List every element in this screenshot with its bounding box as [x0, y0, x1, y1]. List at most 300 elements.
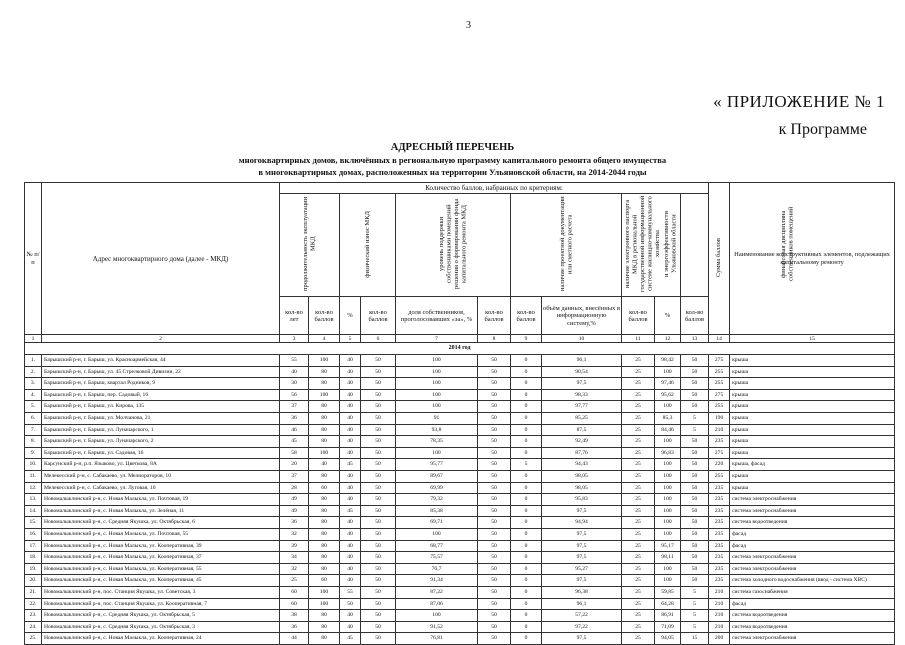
- cell-sum-points: 255: [709, 401, 730, 413]
- cell-ownership-points: 50: [478, 575, 511, 587]
- cell-docs-points: 0: [511, 505, 542, 517]
- cell-row-number: 18.: [25, 552, 42, 564]
- cell-info-percent: 57,22: [542, 610, 622, 622]
- cell-age-points: 80: [309, 517, 340, 529]
- column-number: 10: [542, 335, 622, 343]
- cell-info-points: 25: [622, 459, 655, 471]
- cell-ownership-points: 50: [478, 378, 511, 390]
- cell-wear-points: 50: [361, 436, 396, 448]
- cell-finance-points: 50: [681, 378, 709, 390]
- cell-info-points: 25: [622, 598, 655, 610]
- cell-docs-points: 0: [511, 586, 542, 598]
- cell-ownership-percent: 79,32: [396, 494, 478, 506]
- header-age-label: продолжительность эксплуатации МКД: [302, 196, 317, 292]
- cell-ownership-percent: 89,67: [396, 471, 478, 483]
- cell-finance-points: 50: [681, 517, 709, 529]
- cell-ownership-points: 50: [478, 552, 511, 564]
- cell-work-type: крыша: [730, 355, 895, 367]
- cell-wear-percent: 40: [340, 563, 361, 575]
- cell-wear-percent: 45: [340, 459, 361, 471]
- cell-finance-points: 50: [681, 471, 709, 483]
- cell-finance-points: 50: [681, 389, 709, 401]
- cell-ownership-points: 50: [478, 517, 511, 529]
- table-row: [25, 610, 895, 622]
- cell-age-points: 80: [309, 413, 340, 425]
- column-number: 2: [42, 335, 280, 343]
- cell-finance-percent: 95,17: [655, 540, 681, 552]
- cell-wear-points: 50: [361, 610, 396, 622]
- document-title: АДРЕСНЫЙ ПЕРЕЧЕНЬ: [390, 142, 515, 153]
- cell-info-points: 25: [622, 552, 655, 564]
- cell-info-points: 25: [622, 401, 655, 413]
- cell-address: Новомалыклинский р-н, пос. Станция Якушка, ул. Кооперативная, 7: [42, 598, 280, 610]
- cell-ownership-percent: 91: [396, 413, 478, 425]
- cell-docs-points: 0: [511, 540, 542, 552]
- cell-work-type: крыша: [730, 482, 895, 494]
- cell-info-points: 25: [622, 378, 655, 390]
- cell-ownership-percent: 87,06: [396, 598, 478, 610]
- cell-wear-percent: 40: [340, 389, 361, 401]
- cell-age-points: 80: [309, 563, 340, 575]
- table-row: [25, 413, 895, 425]
- cell-address: Новомалыклинский р-н, с. Новая Малыкла, ул. Почтовая, 55: [42, 528, 280, 540]
- cell-work-type: фасад: [730, 598, 895, 610]
- cell-finance-points: 5: [681, 413, 709, 425]
- cell-info-points: 25: [622, 633, 655, 645]
- cell-info-percent: 97,22: [542, 621, 622, 633]
- cell-work-type: система электроснабжения: [730, 505, 895, 517]
- cell-age-points: 80: [309, 552, 340, 564]
- cell-address: Новомалыклинский р-н, с. Новая Малыкла, ул. Кооперативная, 45: [42, 575, 280, 587]
- column-number: 1: [25, 335, 42, 343]
- cell-years: 32: [280, 563, 309, 575]
- header-age: [280, 194, 340, 297]
- cell-ownership-points: 50: [478, 482, 511, 494]
- cell-finance-points: 50: [681, 552, 709, 564]
- cell-wear-percent: 55: [340, 586, 361, 598]
- cell-address: Новомалыклинский р-н, с. Средняя Якушка, ул. Октябрьская, 3: [42, 621, 280, 633]
- cell-docs-points: 0: [511, 610, 542, 622]
- cell-finance-points: 50: [681, 447, 709, 459]
- table-row: [25, 505, 895, 517]
- table-row: [25, 378, 895, 390]
- header-wear: [340, 194, 396, 297]
- sub-pct: %: [340, 297, 361, 335]
- cell-work-type: фасад: [730, 540, 895, 552]
- cell-address: Карсунский р-н, р.п. Языково, ул. Цветкова, 8А: [42, 459, 280, 471]
- cell-years: 46: [280, 424, 309, 436]
- table-row: [25, 436, 895, 448]
- cell-finance-percent: 100: [655, 528, 681, 540]
- cell-finance-points: 50: [681, 494, 709, 506]
- cell-years: 45: [280, 436, 309, 448]
- cell-years: 36: [280, 517, 309, 529]
- appendix-subtitle: к Программе: [778, 121, 867, 138]
- cell-finance-percent: 100: [655, 575, 681, 587]
- cell-address: Новомалыклинский р-н, с. Новая Малыкла, ул. Кооперативная, 39: [42, 540, 280, 552]
- cell-info-points: 25: [622, 540, 655, 552]
- cell-ownership-points: 50: [478, 471, 511, 483]
- cell-age-points: 100: [309, 447, 340, 459]
- cell-finance-percent: 71,09: [655, 621, 681, 633]
- cell-age-points: 80: [309, 378, 340, 390]
- cell-ownership-points: 50: [478, 413, 511, 425]
- cell-finance-percent: 96,83: [655, 447, 681, 459]
- section-year: 2014 год: [25, 343, 895, 355]
- cell-info-percent: 97,5: [542, 378, 622, 390]
- cell-finance-percent: 97,46: [655, 378, 681, 390]
- cell-info-percent: 97,5: [542, 552, 622, 564]
- cell-wear-points: 50: [361, 401, 396, 413]
- cell-finance-points: 50: [681, 401, 709, 413]
- cell-sum-points: 255: [709, 471, 730, 483]
- cell-finance-points: 50: [681, 482, 709, 494]
- cell-finance-points: 5: [681, 621, 709, 633]
- cell-wear-points: 50: [361, 494, 396, 506]
- cell-ownership-percent: 76,81: [396, 633, 478, 645]
- cell-info-percent: 90,54: [542, 366, 622, 378]
- sub-info: объём данных, внесённых в информационную систему,%: [542, 297, 622, 335]
- cell-age-points: 60: [309, 482, 340, 494]
- cell-age-points: 80: [309, 471, 340, 483]
- cell-work-type: система электроснабжения: [730, 563, 895, 575]
- cell-ownership-points: 50: [478, 366, 511, 378]
- cell-docs-points: 0: [511, 378, 542, 390]
- cell-wear-percent: 40: [340, 482, 361, 494]
- cell-info-points: 25: [622, 505, 655, 517]
- cell-ownership-percent: 76,7: [396, 563, 478, 575]
- cell-work-type: крыша: [730, 447, 895, 459]
- cell-wear-percent: 50: [340, 598, 361, 610]
- cell-info-percent: 87,76: [542, 447, 622, 459]
- cell-work-type: система газоснабжения: [730, 586, 895, 598]
- page-number: 3: [466, 20, 471, 31]
- cell-address: Барышский р-н, г. Барыш, ул. Красноармейская, 44: [42, 355, 280, 367]
- cell-work-type: крыша: [730, 436, 895, 448]
- cell-years: 60: [280, 586, 309, 598]
- cell-ownership-points: 50: [478, 540, 511, 552]
- sub-years: кол-во лет: [280, 297, 309, 335]
- cell-work-type: крыша: [730, 378, 895, 390]
- cell-ownership-percent: 69,99: [396, 482, 478, 494]
- cell-ownership-percent: 100: [396, 447, 478, 459]
- cell-work-type: крыша: [730, 413, 895, 425]
- cell-info-percent: 92,49: [542, 436, 622, 448]
- column-number: 12: [655, 335, 681, 343]
- cell-finance-points: 50: [681, 505, 709, 517]
- cell-address: Мелекесский р-н, с. Сабакаево, ул. Луговая, 10: [42, 482, 280, 494]
- cell-years: 55: [280, 355, 309, 367]
- cell-wear-points: 50: [361, 598, 396, 610]
- cell-address: Барышский р-н, г. Барыш, ул. 45 Стрелковой Дивизии, 22: [42, 366, 280, 378]
- table-row: [25, 366, 895, 378]
- cell-info-points: 25: [622, 366, 655, 378]
- table-row: [25, 575, 895, 587]
- cell-age-points: 80: [309, 621, 340, 633]
- cell-finance-percent: 86,91: [655, 610, 681, 622]
- cell-age-points: 100: [309, 586, 340, 598]
- cell-wear-percent: 45: [340, 505, 361, 517]
- cell-age-points: 80: [309, 633, 340, 645]
- table-row: [25, 424, 895, 436]
- cell-docs-points: 0: [511, 447, 542, 459]
- cell-info-points: 25: [622, 389, 655, 401]
- cell-years: 30: [280, 378, 309, 390]
- cell-info-points: 25: [622, 586, 655, 598]
- cell-wear-points: 50: [361, 471, 396, 483]
- cell-finance-percent: 98,42: [655, 355, 681, 367]
- cell-work-type: система водоотведения: [730, 621, 895, 633]
- cell-years: 34: [280, 552, 309, 564]
- cell-ownership-percent: 69,71: [396, 517, 478, 529]
- table-row: [25, 540, 895, 552]
- cell-finance-percent: 100: [655, 563, 681, 575]
- sub-points: кол-во баллов: [309, 297, 340, 335]
- cell-wear-percent: 40: [340, 494, 361, 506]
- cell-finance-percent: 100: [655, 366, 681, 378]
- cell-docs-points: 0: [511, 424, 542, 436]
- cell-age-points: 100: [309, 598, 340, 610]
- table-row: [25, 494, 895, 506]
- cell-row-number: 17.: [25, 540, 42, 552]
- cell-sum-points: 235: [709, 436, 730, 448]
- cell-finance-points: 15: [681, 633, 709, 645]
- cell-row-number: 20.: [25, 575, 42, 587]
- cell-finance-points: 50: [681, 563, 709, 575]
- cell-docs-points: 0: [511, 517, 542, 529]
- cell-wear-points: 50: [361, 552, 396, 564]
- cell-wear-percent: 40: [340, 401, 361, 413]
- cell-ownership-points: 50: [478, 401, 511, 413]
- cell-address: Барышский р-н, г. Барыш, пер. Садовый, 16: [42, 389, 280, 401]
- cell-info-percent: 94,43: [542, 459, 622, 471]
- cell-years: 38: [280, 610, 309, 622]
- cell-work-type: крыша, фасад: [730, 459, 895, 471]
- cell-info-percent: 97,5: [542, 505, 622, 517]
- cell-sum-points: 275: [709, 355, 730, 367]
- cell-age-points: 100: [309, 355, 340, 367]
- cell-wear-points: 50: [361, 413, 396, 425]
- cell-address: Новомалыклинский р-н, с. Новая Малыкла, ул. Кооперативная, 24: [42, 633, 280, 645]
- cell-ownership-points: 50: [478, 633, 511, 645]
- table-row: [25, 563, 895, 575]
- cell-info-percent: 95,27: [542, 563, 622, 575]
- cell-info-points: 25: [622, 563, 655, 575]
- cell-row-number: 16.: [25, 528, 42, 540]
- cell-finance-points: 5: [681, 598, 709, 610]
- header-work: Наименование конструктивных элементов, подлежащих капитальному ремонту: [730, 183, 895, 335]
- cell-sum-points: 210: [709, 586, 730, 598]
- cell-row-number: 22.: [25, 598, 42, 610]
- table-row: [25, 528, 895, 540]
- cell-docs-points: 0: [511, 413, 542, 425]
- header-docs-label: наличие проектной документации или сметного расчета: [558, 196, 573, 292]
- cell-info-percent: 87,5: [542, 424, 622, 436]
- cell-info-points: 25: [622, 355, 655, 367]
- cell-finance-percent: 100: [655, 459, 681, 471]
- table-row: [25, 586, 895, 598]
- cell-age-points: 80: [309, 610, 340, 622]
- cell-years: 20: [280, 459, 309, 471]
- cell-wear-percent: 40: [340, 610, 361, 622]
- cell-finance-percent: 100: [655, 494, 681, 506]
- cell-info-percent: 97,77: [542, 401, 622, 413]
- cell-wear-percent: 40: [340, 517, 361, 529]
- cell-wear-percent: 40: [340, 528, 361, 540]
- cell-info-points: 25: [622, 621, 655, 633]
- cell-finance-points: 50: [681, 540, 709, 552]
- cell-ownership-percent: 85,38: [396, 505, 478, 517]
- cell-work-type: система водоотведения: [730, 517, 895, 529]
- cell-ownership-points: 50: [478, 389, 511, 401]
- cell-docs-points: 0: [511, 528, 542, 540]
- cell-ownership-points: 50: [478, 355, 511, 367]
- cell-finance-percent: 84,46: [655, 424, 681, 436]
- cell-info-points: 25: [622, 610, 655, 622]
- cell-years: 37: [280, 401, 309, 413]
- cell-wear-percent: 40: [340, 540, 361, 552]
- cell-finance-percent: 100: [655, 505, 681, 517]
- cell-docs-points: 0: [511, 389, 542, 401]
- cell-work-type: система холодного водоснабжения (ввод - система ХВС): [730, 575, 895, 587]
- table-row: [25, 459, 895, 471]
- sub-points: кол-во баллов: [622, 297, 655, 335]
- sub-points: кол-во баллов: [361, 297, 396, 335]
- cell-finance-percent: 85,3: [655, 413, 681, 425]
- cell-ownership-percent: 91,34: [396, 575, 478, 587]
- cell-docs-points: 0: [511, 621, 542, 633]
- column-number: 13: [681, 335, 709, 343]
- sub-ownership: доля собственников, проголосовавших «за», %: [396, 297, 478, 335]
- cell-finance-percent: 94,05: [655, 633, 681, 645]
- cell-finance-points: 5: [681, 610, 709, 622]
- cell-wear-points: 50: [361, 355, 396, 367]
- cell-wear-points: 50: [361, 459, 396, 471]
- cell-years: 44: [280, 633, 309, 645]
- cell-row-number: 23.: [25, 610, 42, 622]
- cell-years: 49: [280, 505, 309, 517]
- header-info: [622, 194, 681, 297]
- cell-work-type: крыша: [730, 389, 895, 401]
- cell-ownership-percent: 100: [396, 389, 478, 401]
- cell-info-points: 25: [622, 447, 655, 459]
- sub-points: кол-во баллов: [478, 297, 511, 335]
- column-numbers-row: [25, 335, 895, 343]
- header-wear-label: физический износ МКД: [363, 210, 371, 278]
- cell-sum-points: 275: [709, 447, 730, 459]
- cell-ownership-points: 50: [478, 494, 511, 506]
- cell-finance-points: 50: [681, 355, 709, 367]
- table-row: [25, 447, 895, 459]
- cell-ownership-percent: 100: [396, 378, 478, 390]
- cell-ownership-percent: 100: [396, 610, 478, 622]
- cell-work-type: крыша: [730, 471, 895, 483]
- cell-wear-points: 50: [361, 447, 396, 459]
- cell-info-points: 25: [622, 436, 655, 448]
- cell-info-percent: 94,94: [542, 517, 622, 529]
- table-row: [25, 633, 895, 645]
- table-row: [25, 552, 895, 564]
- cell-years: 39: [280, 540, 309, 552]
- cell-years: 36: [280, 413, 309, 425]
- table-body: [25, 343, 895, 644]
- cell-wear-percent: 40: [340, 436, 361, 448]
- cell-docs-points: 0: [511, 633, 542, 645]
- cell-address: Мелекесский р-н, с. Сабакаево, ул. Мелиораторов, 10: [42, 471, 280, 483]
- column-number: 5: [340, 335, 361, 343]
- cell-years: 28: [280, 482, 309, 494]
- column-number: 4: [309, 335, 340, 343]
- cell-info-points: 25: [622, 424, 655, 436]
- cell-sum-points: 235: [709, 505, 730, 517]
- cell-info-percent: 97,5: [542, 528, 622, 540]
- cell-sum-points: 255: [709, 378, 730, 390]
- cell-years: 36: [280, 621, 309, 633]
- cell-ownership-points: 50: [478, 586, 511, 598]
- cell-work-type: система электроснабжения: [730, 633, 895, 645]
- cell-wear-percent: 40: [340, 355, 361, 367]
- cell-row-number: 6.: [25, 413, 42, 425]
- cell-ownership-percent: 68,77: [396, 540, 478, 552]
- cell-wear-percent: 40: [340, 413, 361, 425]
- sub-pct: %: [655, 297, 681, 335]
- address-list-table-wrapper: [24, 182, 894, 645]
- cell-ownership-points: 50: [478, 436, 511, 448]
- cell-info-percent: 97,5: [542, 575, 622, 587]
- header-ownership-label: уровень поддержки собственниками помещений решения о формировании фонда капитального ремонта МКД: [438, 198, 468, 290]
- cell-row-number: 21.: [25, 586, 42, 598]
- cell-docs-points: 0: [511, 563, 542, 575]
- cell-age-points: 60: [309, 575, 340, 587]
- cell-wear-percent: 45: [340, 633, 361, 645]
- cell-finance-percent: 100: [655, 482, 681, 494]
- column-number: 9: [511, 335, 542, 343]
- header-energy-label: и энергоэффективности Ульяновской области: [663, 211, 678, 277]
- cell-wear-points: 50: [361, 586, 396, 598]
- table-row: [25, 401, 895, 413]
- cell-finance-percent: 95,62: [655, 389, 681, 401]
- cell-row-number: 15.: [25, 517, 42, 529]
- column-number: 6: [361, 335, 396, 343]
- cell-row-number: 24.: [25, 621, 42, 633]
- cell-sum-points: 235: [709, 563, 730, 575]
- cell-row-number: 4.: [25, 389, 42, 401]
- column-number: 7: [396, 335, 478, 343]
- cell-info-percent: 97,5: [542, 540, 622, 552]
- column-number: 15: [730, 335, 895, 343]
- cell-age-points: 100: [309, 389, 340, 401]
- cell-address: Барышский р-н, г. Барыш, ул. Молчанова, 21: [42, 413, 280, 425]
- cell-wear-percent: 40: [340, 575, 361, 587]
- cell-address: Новомалыклинский р-н, с. Новая Малыкла, ул. Кооперативная, 55: [42, 563, 280, 575]
- document-subtitle-line2: в многоквартирных домах, расположенных на территории Ульяновской области, на 2014-2044 годы: [258, 167, 647, 177]
- document-subtitle-line1: многоквартирных домов, включённых в региональную программу капитального ремонта общего имущества: [238, 155, 667, 165]
- header-address: Адрес многоквартирного дома (далее - МКД): [42, 183, 280, 335]
- cell-wear-percent: 40: [340, 378, 361, 390]
- cell-row-number: 13.: [25, 494, 42, 506]
- cell-years: 58: [280, 447, 309, 459]
- header-sum-label: Сумма баллов: [715, 237, 723, 278]
- cell-ownership-percent: 75,57: [396, 552, 478, 564]
- cell-sum-points: 275: [709, 389, 730, 401]
- cell-row-number: 1.: [25, 355, 42, 367]
- cell-address: Барышский р-н, г. Барыш, ул. Кирова, 135: [42, 401, 280, 413]
- cell-row-number: 11.: [25, 471, 42, 483]
- cell-sum-points: 190: [709, 413, 730, 425]
- table-row: [25, 471, 895, 483]
- table-row: [25, 355, 895, 367]
- cell-finance-percent: 59,85: [655, 586, 681, 598]
